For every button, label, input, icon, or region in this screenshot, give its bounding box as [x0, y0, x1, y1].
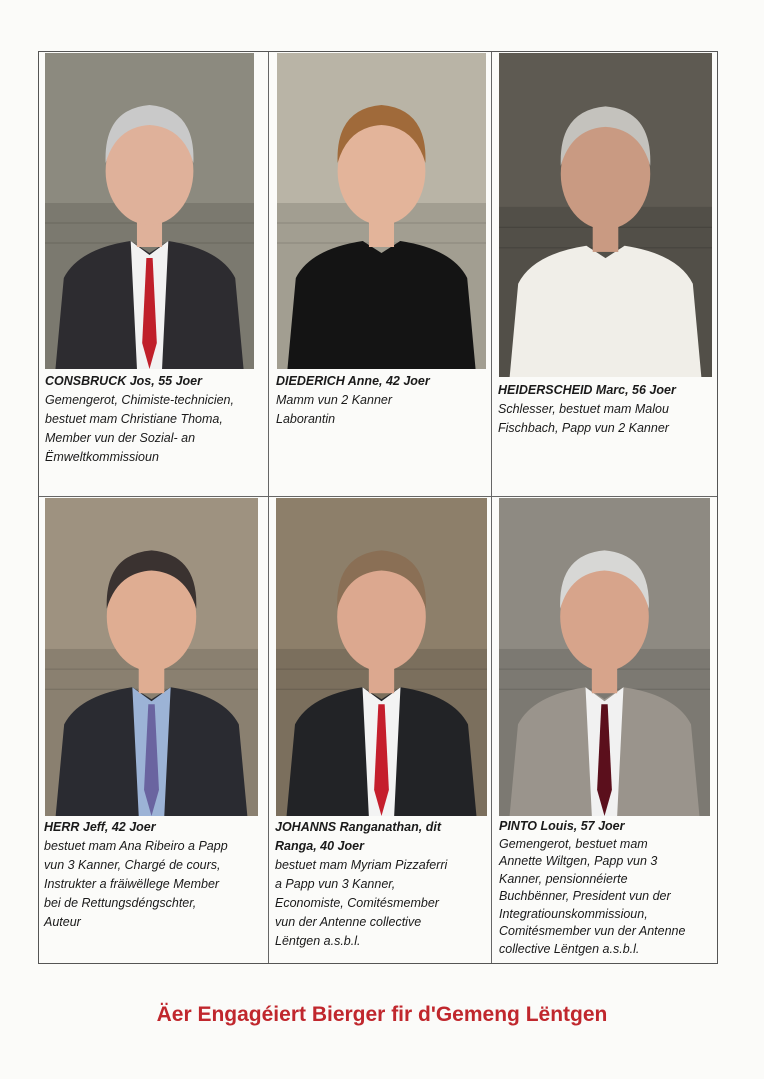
candidate-caption [499, 818, 717, 958]
candidate-detail: Buchbënner, President vun der [499, 889, 671, 903]
candidate-detail: collective Lëntgen a.s.b.l. [499, 941, 640, 956]
grid-divider [491, 52, 492, 963]
candidate-detail: Gemengerot, Chimiste-technicien, [45, 393, 234, 407]
candidate-detail: Instrukter a fräiwëllege Member [44, 877, 220, 891]
candidate-photo [45, 53, 254, 369]
candidate-detail: Ranga, 40 Joer [275, 839, 364, 853]
candidate-caption [45, 372, 267, 467]
candidate-detail: Member vun der Sozial- an [45, 431, 196, 445]
candidate-caption [276, 372, 490, 429]
candidate-photo [45, 498, 258, 816]
candidate-detail: Ëmweltkommissioun [45, 450, 159, 464]
candidate-name: JOHANNS Ranganathan, dit [275, 820, 441, 834]
candidate-photo [276, 498, 487, 816]
candidate-name: HEIDERSCHEID Marc, 56 Joer [498, 383, 676, 397]
candidate-detail: Gemengerot, bestuet mam [499, 836, 648, 851]
grid-divider [39, 496, 717, 497]
candidate-detail: Schlesser, bestuet mam Malou [498, 402, 669, 416]
candidate-name: HERR Jeff, 42 Joer [44, 820, 156, 834]
candidate-name: PINTO Louis, 57 Joer [499, 819, 625, 833]
candidate-detail: Lëntgen a.s.b.l. [275, 934, 361, 948]
candidate-detail: bestuet mam Myriam Pizzaferri [275, 858, 448, 872]
candidate-detail: Fischbach, Papp vun 2 Kanner [498, 421, 669, 435]
candidate-detail: vun der Antenne collective [275, 915, 422, 929]
candidate-detail: Kanner, pensionnéierte [499, 871, 628, 886]
candidate-caption [275, 818, 489, 951]
candidate-detail: Auteur [44, 915, 81, 929]
candidate-detail: Mamm vun 2 Kanner [276, 393, 393, 407]
candidate-detail: Laborantin [276, 412, 336, 426]
candidate-detail: Economiste, Comitésmember [275, 896, 439, 910]
candidate-detail: bestuet mam Ana Ribeiro a Papp [44, 839, 228, 853]
grid-divider [268, 52, 269, 963]
candidate-detail: Annette Wiltgen, Papp vun 3 [499, 854, 658, 868]
candidate-name: CONSBRUCK Jos, 55 Joer [45, 374, 202, 388]
candidate-detail: Integratiounskommissioun, [499, 906, 648, 921]
candidate-detail: bestuet mam Christiane Thoma, [45, 412, 223, 426]
candidate-detail: a Papp vun 3 Kanner, [275, 877, 396, 891]
candidate-detail: Comitésmember vun der Antenne [499, 924, 686, 938]
footer-slogan: Äer Engagéiert Bierger fir d'Gemeng Lëntgen [156, 1003, 608, 1026]
candidate-name: DIEDERICH Anne, 42 Joer [276, 374, 430, 388]
candidate-photo [499, 498, 710, 816]
candidate-caption [498, 381, 716, 438]
candidate-detail: vun 3 Kanner, Chargé de cours, [44, 858, 221, 872]
candidate-detail: bei de Rettungsdéngschter, [44, 896, 197, 910]
candidate-caption [44, 818, 268, 932]
candidate-photo [277, 53, 486, 369]
candidate-photo [499, 53, 712, 377]
